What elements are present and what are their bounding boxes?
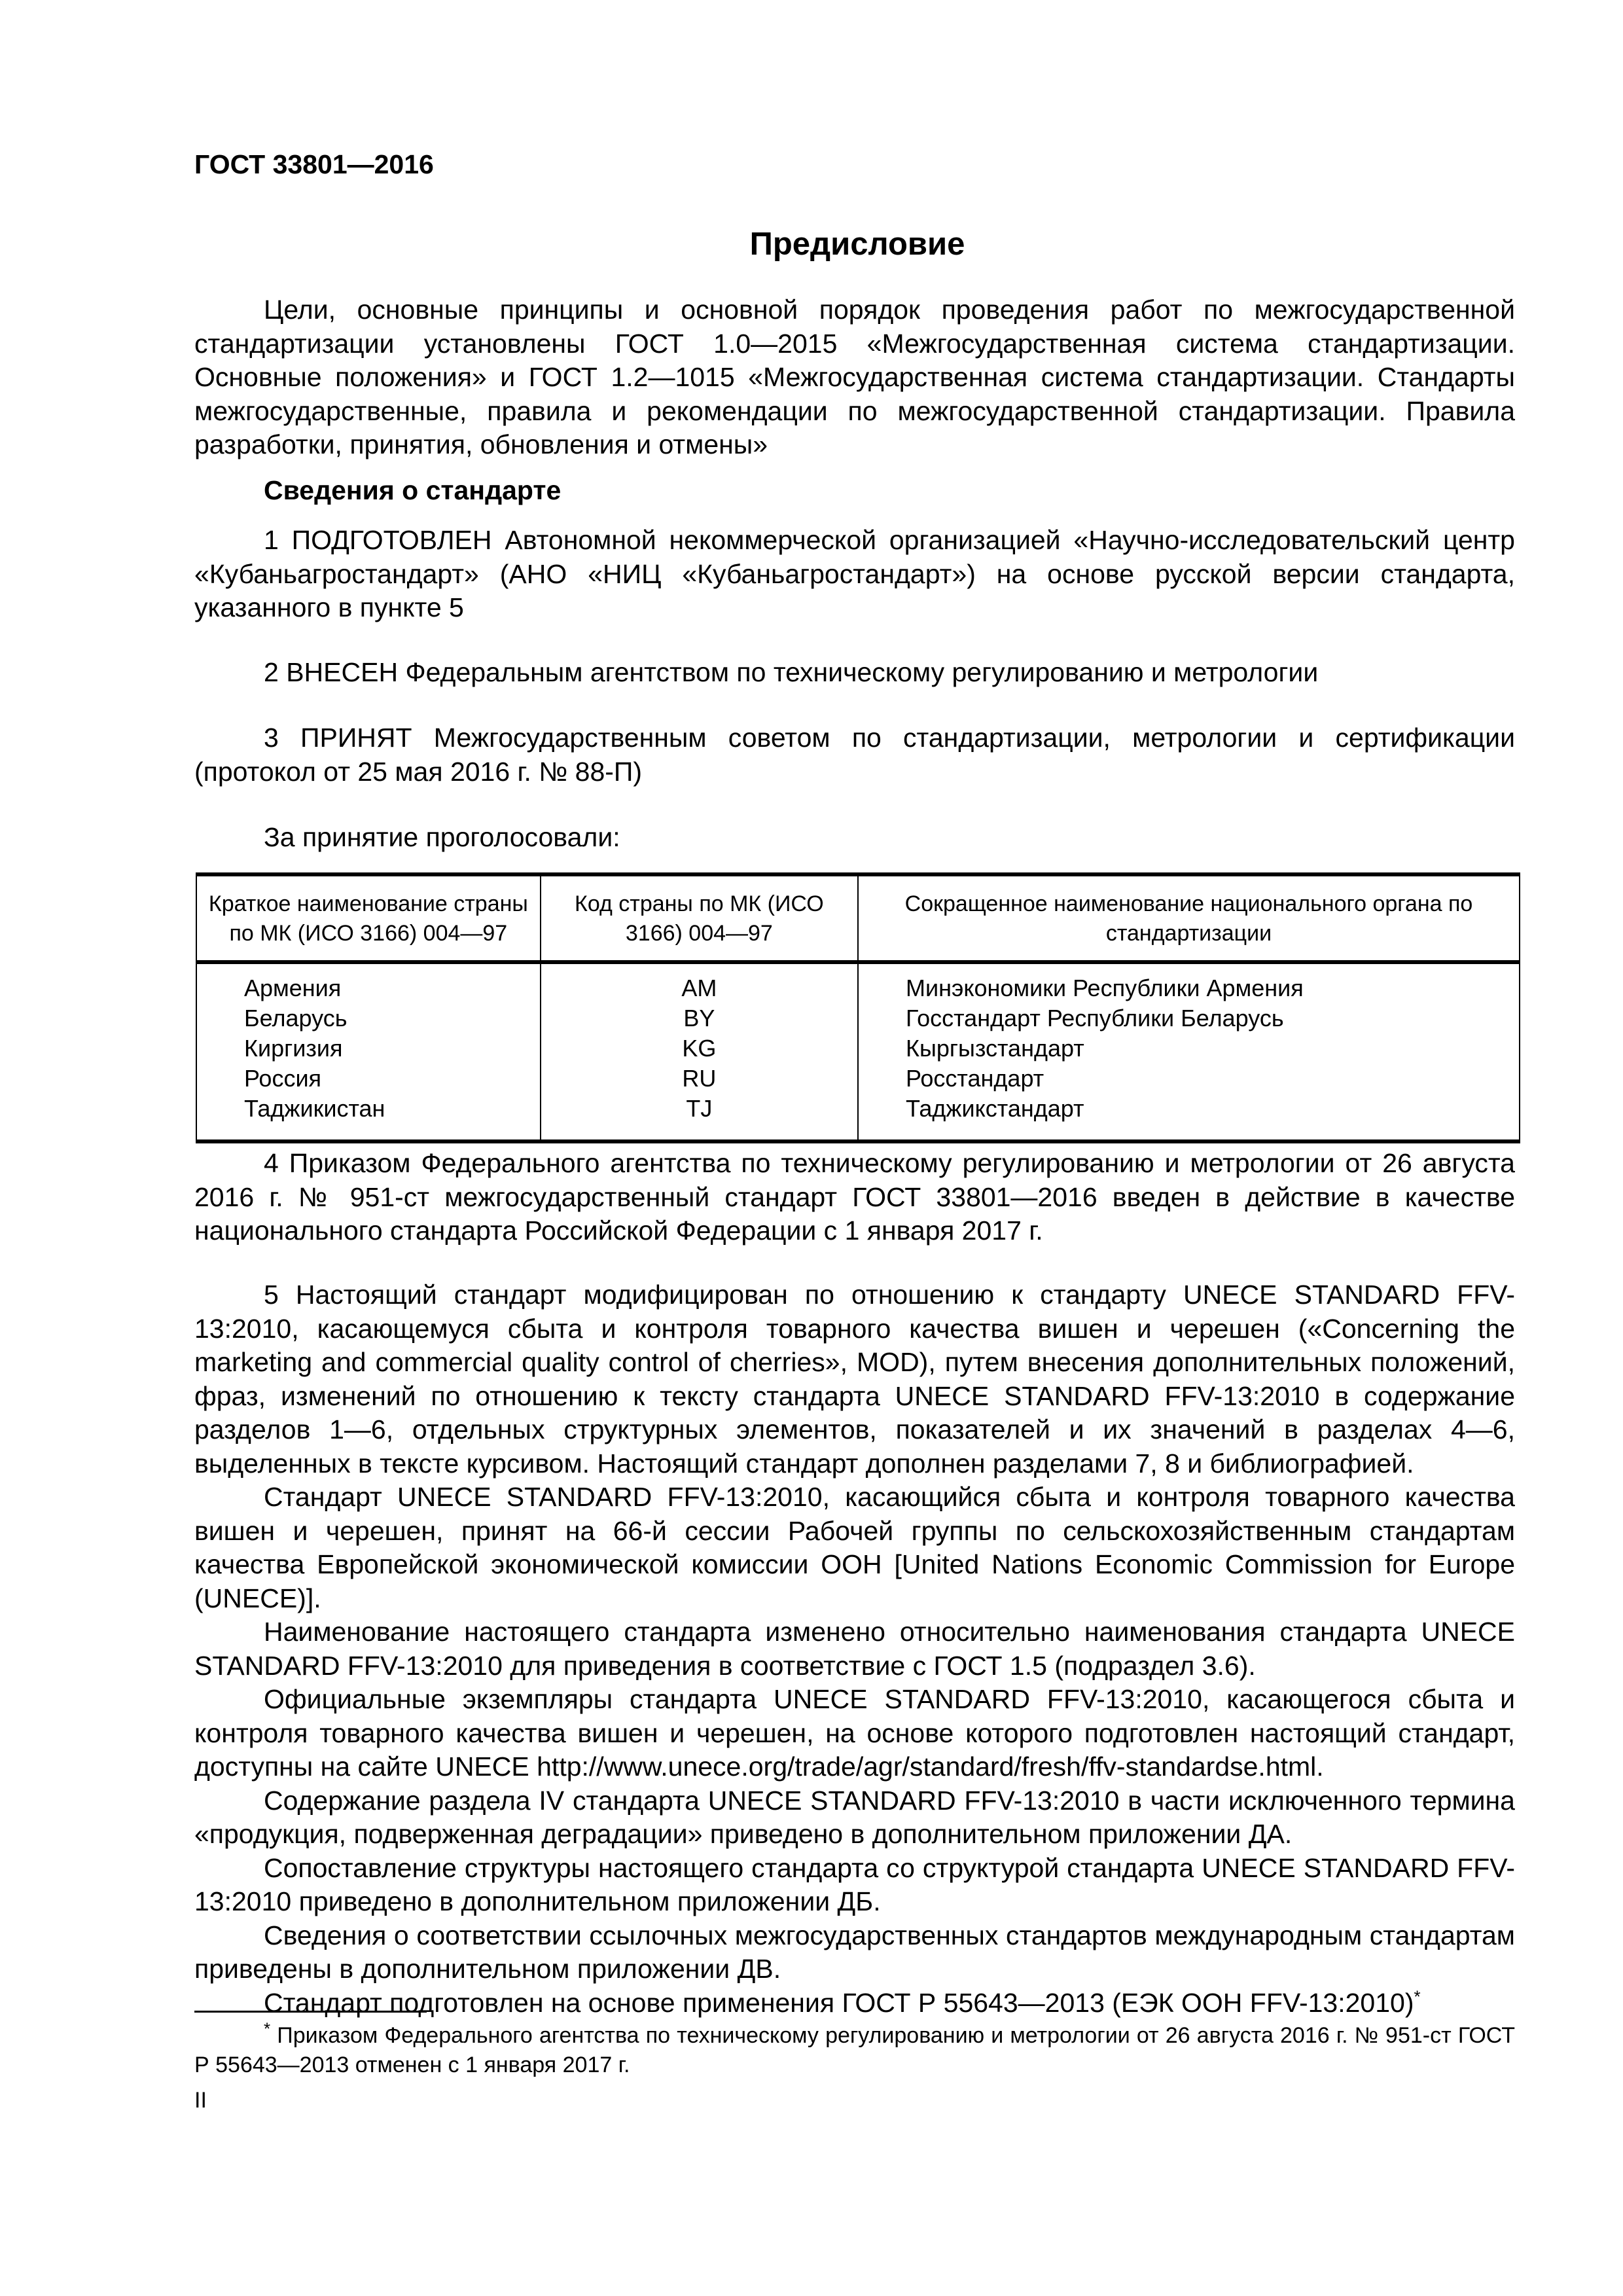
footnote-reference: *: [1414, 1986, 1421, 2006]
column-header-code: Код страны по МК (ИСО 3166) 004—97: [541, 874, 858, 962]
table-header-row: [196, 874, 1520, 962]
item-5-paragraph: 5 Настоящий стандарт модифицирован по отношению к стандарту UNECE STANDARD FFV-13:2010, касающемуся сбыта и контроля товарного качества вишен и черешен («Concerning the marketing and commercial quality control of cherries», MOD), путем внесения дополнительных положений, фраз, изменений по отношению к тексту стандарта UNECE STANDARD FFV-13:2010 в содержание разделов 1—6, отдельных структурных элементов, показателей и их значений в разделах 4—6, выделенных в тексте курсивом. Настоящий стандарт дополнен разделами 7, 8 и библиографией.: [194, 1280, 1515, 1479]
footnote: [194, 2018, 1515, 2080]
standards-body: Таджикстандарт: [858, 1094, 1520, 1141]
footnote-separator: [194, 2011, 427, 2013]
item-5-paragraph: Сопоставление структуры настоящего стандарта со структурой стандарта UNECE STANDARD FFV-13:2010 приведено в дополнительном приложении ДБ.: [194, 1852, 1515, 1916]
page-number: II: [194, 2088, 207, 2113]
voted-label: За принятие проголосовали:: [264, 822, 620, 852]
intro-paragraph: Цели, основные принципы и основной порядок проведения работ по межгосударственной стандартизации установлены ГОСТ 1.0—2015 «Межгосударственная система стандартизации. Основные положения» и ГОСТ 1.2—1015 «Межгосударственная система стандартизации. Стандарты межгосударственные, правила и рекомендации по межгосударственной стандартизации. Правила разработки, принятия, обновления и отмены»: [194, 295, 1515, 459]
item-3: 3 ПРИНЯТ Межгосударственным советом по стандартизации, метрологии и сертификации (протокол от 25 мая 2016 г. № 88-П): [194, 723, 1515, 787]
standards-body: Росстандарт: [858, 1064, 1520, 1094]
country-code: AM: [541, 973, 858, 1003]
item-5-paragraph: Стандарт UNECE STANDARD FFV-13:2010, касающийся сбыта и контроля товарного качества вишен и черешен, принят на 66-й сессии Рабочей группы по сельскохозяйственным стандартам качества Европейской экономической комиссии ООН [United Nations Economic Commission for Europe (UNECE)].: [194, 1482, 1515, 1613]
table-row: [196, 1033, 1520, 1064]
footnote-text: Приказом Федерального агентства по техническому регулированию и метрологии от 26 августа 2016 г. № 951-ст ГОСТ Р 55643—2013 отменен с 1 января 2017 г.: [194, 2023, 1515, 2077]
standards-body: Госстандарт Республики Беларусь: [858, 1003, 1520, 1033]
document-number: ГОСТ 33801—2016: [194, 149, 434, 179]
page-title: Предисловие: [749, 226, 965, 262]
country-code: KG: [541, 1033, 858, 1064]
country-code: TJ: [541, 1094, 858, 1141]
country-code: BY: [541, 1003, 858, 1033]
table-spacer: [196, 962, 1520, 973]
item-5-paragraph: Наименование настоящего стандарта изменено относительно наименования стандарта UNECE STANDARD FFV-13:2010 для приведения в соответствие с ГОСТ 1.5 (подраздел 3.6).: [194, 1617, 1515, 1681]
standards-body: Кыргызстандарт: [858, 1033, 1520, 1064]
table-row: [196, 1064, 1520, 1094]
item-5-paragraph: Содержание раздела IV стандарта UNECE STANDARD FFV-13:2010 в части исключенного термина «продукция, подверженная деградации» приведено в дополнительном приложении ДА.: [194, 1785, 1515, 1849]
country-name: Армения: [196, 973, 541, 1003]
country-name: Беларусь: [196, 1003, 541, 1033]
country-name: Таджикистан: [196, 1094, 541, 1141]
standards-body: Минэкономики Республики Армения: [858, 973, 1520, 1003]
country-name: Россия: [196, 1064, 541, 1094]
country-name: Киргизия: [196, 1033, 541, 1064]
item-4: 4 Приказом Федерального агентства по техническому регулированию и метрологии от 26 августа 2016 г. № 951-ст межгосударственный стандарт ГОСТ 33801—2016 введен в действие в качестве национального стандарта Российской Федерации с 1 января 2017 г.: [194, 1148, 1515, 1246]
item-5-last-text: Стандарт подготовлен на основе применения ГОСТ Р 55643—2013 (ЕЭК ООН FFV-13:2010): [264, 1987, 1414, 2018]
footnote-mark: *: [264, 2018, 271, 2039]
item-2: 2 ВНЕСЕН Федеральным агентством по техническому регулированию и метрологии: [264, 657, 1319, 687]
section-heading: Сведения о стандарте: [264, 475, 562, 505]
table-row: [196, 1003, 1520, 1033]
item-5-paragraph: Официальные экземпляры стандарта UNECE STANDARD FFV-13:2010, касающегося сбыта и контроля товарного качества вишен и черешен, на основе которого подготовлен настоящий стандарт, доступны на сайте UNECE http://www.unece.org/trade/agr/standard/fresh/ffv-standardse.html.: [194, 1684, 1515, 1782]
table-row: [196, 1094, 1520, 1141]
item-1: 1 ПОДГОТОВЛЕН Автономной некоммерческой организацией «Научно-исследовательский центр «Кубаньагростандарт» (АНО «НИЦ «Кубаньагростандарт») на основе русской версии стандарта, указанного в пункте 5: [194, 525, 1515, 622]
country-code: RU: [541, 1064, 858, 1094]
item-5-paragraph: Сведения о соответствии ссылочных межгосударственных стандартов международным стандартам приведены в дополнительном приложении ДВ.: [194, 1920, 1515, 1984]
column-header-country: Краткое наименование страны по МК (ИСО 3166) 004—97: [196, 874, 541, 962]
table-row: [196, 973, 1520, 1003]
voting-countries-table: [196, 872, 1520, 1143]
item-5: [194, 1278, 1515, 2020]
column-header-body: Сокращенное наименование национального органа по стандартизации: [858, 874, 1520, 962]
item-5-last-paragraph: [194, 1986, 1515, 2020]
